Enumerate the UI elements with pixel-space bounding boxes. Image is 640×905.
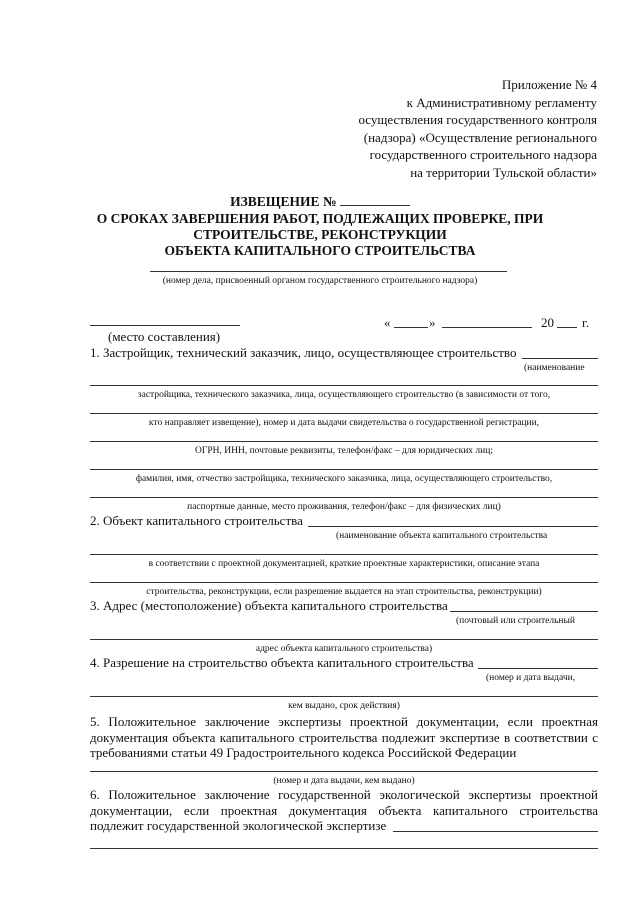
annex-line: осуществления государственного контроля bbox=[358, 112, 597, 127]
case-number-field[interactable] bbox=[150, 271, 507, 272]
item6-line: 6. Положительное заключение государственной экологической экспертизы проектной bbox=[90, 787, 598, 802]
item1-field[interactable] bbox=[90, 385, 598, 386]
item1-field[interactable] bbox=[90, 469, 598, 470]
item6-line: документации, если проектная документация объекта капитального строительства bbox=[90, 802, 598, 818]
item3-field[interactable] bbox=[90, 639, 598, 640]
notice-number-field[interactable] bbox=[340, 193, 410, 206]
item2-caption: строительства, реконструкции, если разрешение выдается на этап строительства, реконструкции) bbox=[146, 587, 542, 597]
item4-label: 4. Разрешение на строительство объекта капитального строительства bbox=[90, 655, 474, 670]
annex-line: на территории Тульской области» bbox=[410, 164, 597, 180]
item1-label: 1. Застройщик, технический заказчик, лицо, осуществляющее строительство bbox=[90, 345, 517, 360]
item1-field[interactable] bbox=[522, 358, 598, 359]
annex-line: государственного строительного надзора bbox=[369, 147, 597, 162]
item3-caption: (почтовый или строительный bbox=[456, 616, 575, 626]
title-line: О СРОКАХ ЗАВЕРШЕНИЯ РАБОТ, ПОДЛЕЖАЩИХ ПРОВЕРКЕ, ПРИ bbox=[96, 211, 544, 226]
date-year-field[interactable] bbox=[557, 327, 577, 328]
item1-caption: кто направляет извещение), номер и дата выдачи свидетельства о государственной регистрации, bbox=[148, 418, 540, 428]
item1-caption: застройщика, технического заказчика, лица, осуществляющего строительство (в зависимости от того, bbox=[137, 390, 551, 400]
case-number-caption: (номер дела, присвоенный органом государственного строительного надзора) bbox=[162, 276, 478, 286]
item2-label: 2. Объект капитального строительства bbox=[90, 513, 303, 528]
item6-field[interactable] bbox=[90, 848, 598, 849]
item1-field[interactable] bbox=[90, 413, 598, 414]
date-open-quote: « bbox=[384, 315, 391, 330]
item3-field[interactable] bbox=[450, 611, 598, 612]
place-caption: (место составления) bbox=[108, 329, 221, 344]
item6-field[interactable] bbox=[393, 831, 598, 832]
item2-field[interactable] bbox=[308, 526, 598, 527]
date-year-prefix: 20 bbox=[541, 315, 554, 330]
title-line: СТРОИТЕЛЬСТВЕ, РЕКОНСТРУКЦИИ bbox=[193, 227, 447, 242]
annex-header bbox=[297, 76, 597, 181]
item1-field[interactable] bbox=[90, 441, 598, 442]
date-month-field[interactable] bbox=[442, 327, 532, 328]
item1-caption: паспортные данные, место проживания, телефон/факс – для физических лиц) bbox=[187, 502, 501, 512]
item4-field[interactable] bbox=[90, 696, 598, 697]
date-year-suffix: г. bbox=[582, 315, 590, 330]
date-day-field[interactable] bbox=[394, 327, 428, 328]
item3-label: 3. Адрес (местоположение) объекта капитального строительства bbox=[90, 598, 448, 613]
item1-caption: фамилия, имя, отчество застройщика, технического заказчика, лица, осуществляющего строительство, bbox=[135, 474, 553, 484]
item5-line: документация объекта капитального строительства подлежит экспертизе в соответствии с bbox=[90, 729, 598, 745]
item4-field[interactable] bbox=[478, 668, 598, 669]
item1-field[interactable] bbox=[90, 497, 598, 498]
item5-line: 5. Положительное заключение экспертизы проектной документации, если проектная bbox=[90, 714, 598, 729]
date-close-quote: » bbox=[429, 315, 436, 330]
annex-line: к Административному регламенту bbox=[406, 94, 597, 110]
annex-line: (надзора) «Осуществление регионального bbox=[363, 129, 597, 145]
item4-caption: кем выдано, срок действия) bbox=[288, 701, 400, 711]
item3-caption: адрес объекта капитального строительства) bbox=[255, 644, 433, 654]
item2-caption: (наименование объекта капитального строительства bbox=[336, 531, 548, 541]
item1-caption: ОГРН, ИНН, почтовые реквизиты, телефон/факс – для юридических лиц; bbox=[195, 446, 493, 456]
item6-line: подлежит государственной экологической экспертизе bbox=[90, 818, 387, 833]
item5-field[interactable] bbox=[90, 771, 598, 772]
item2-caption: в соответствии с проектной документацией, краткие проектные характеристики, описание этапа bbox=[148, 559, 540, 569]
annex-line: Приложение № 4 bbox=[501, 77, 597, 92]
item2-field[interactable] bbox=[90, 582, 598, 583]
item4-caption: (номер и дата выдачи, bbox=[486, 673, 576, 683]
title-line: ОБЪЕКТА КАПИТАЛЬНОГО СТРОИТЕЛЬСТВА bbox=[164, 243, 476, 258]
item6-text bbox=[90, 787, 598, 834]
item2-field[interactable] bbox=[90, 554, 598, 555]
item1-caption: (наименование bbox=[524, 363, 585, 373]
item5-line: требованиями статьи 49 Градостроительного кодекса Российской Федерации bbox=[90, 745, 517, 760]
notice-number-title: ИЗВЕЩЕНИЕ № bbox=[0, 193, 640, 211]
place-field[interactable] bbox=[90, 325, 240, 326]
item5-text bbox=[90, 714, 598, 761]
item5-caption: (номер и дата выдачи, кем выдано) bbox=[273, 776, 415, 786]
